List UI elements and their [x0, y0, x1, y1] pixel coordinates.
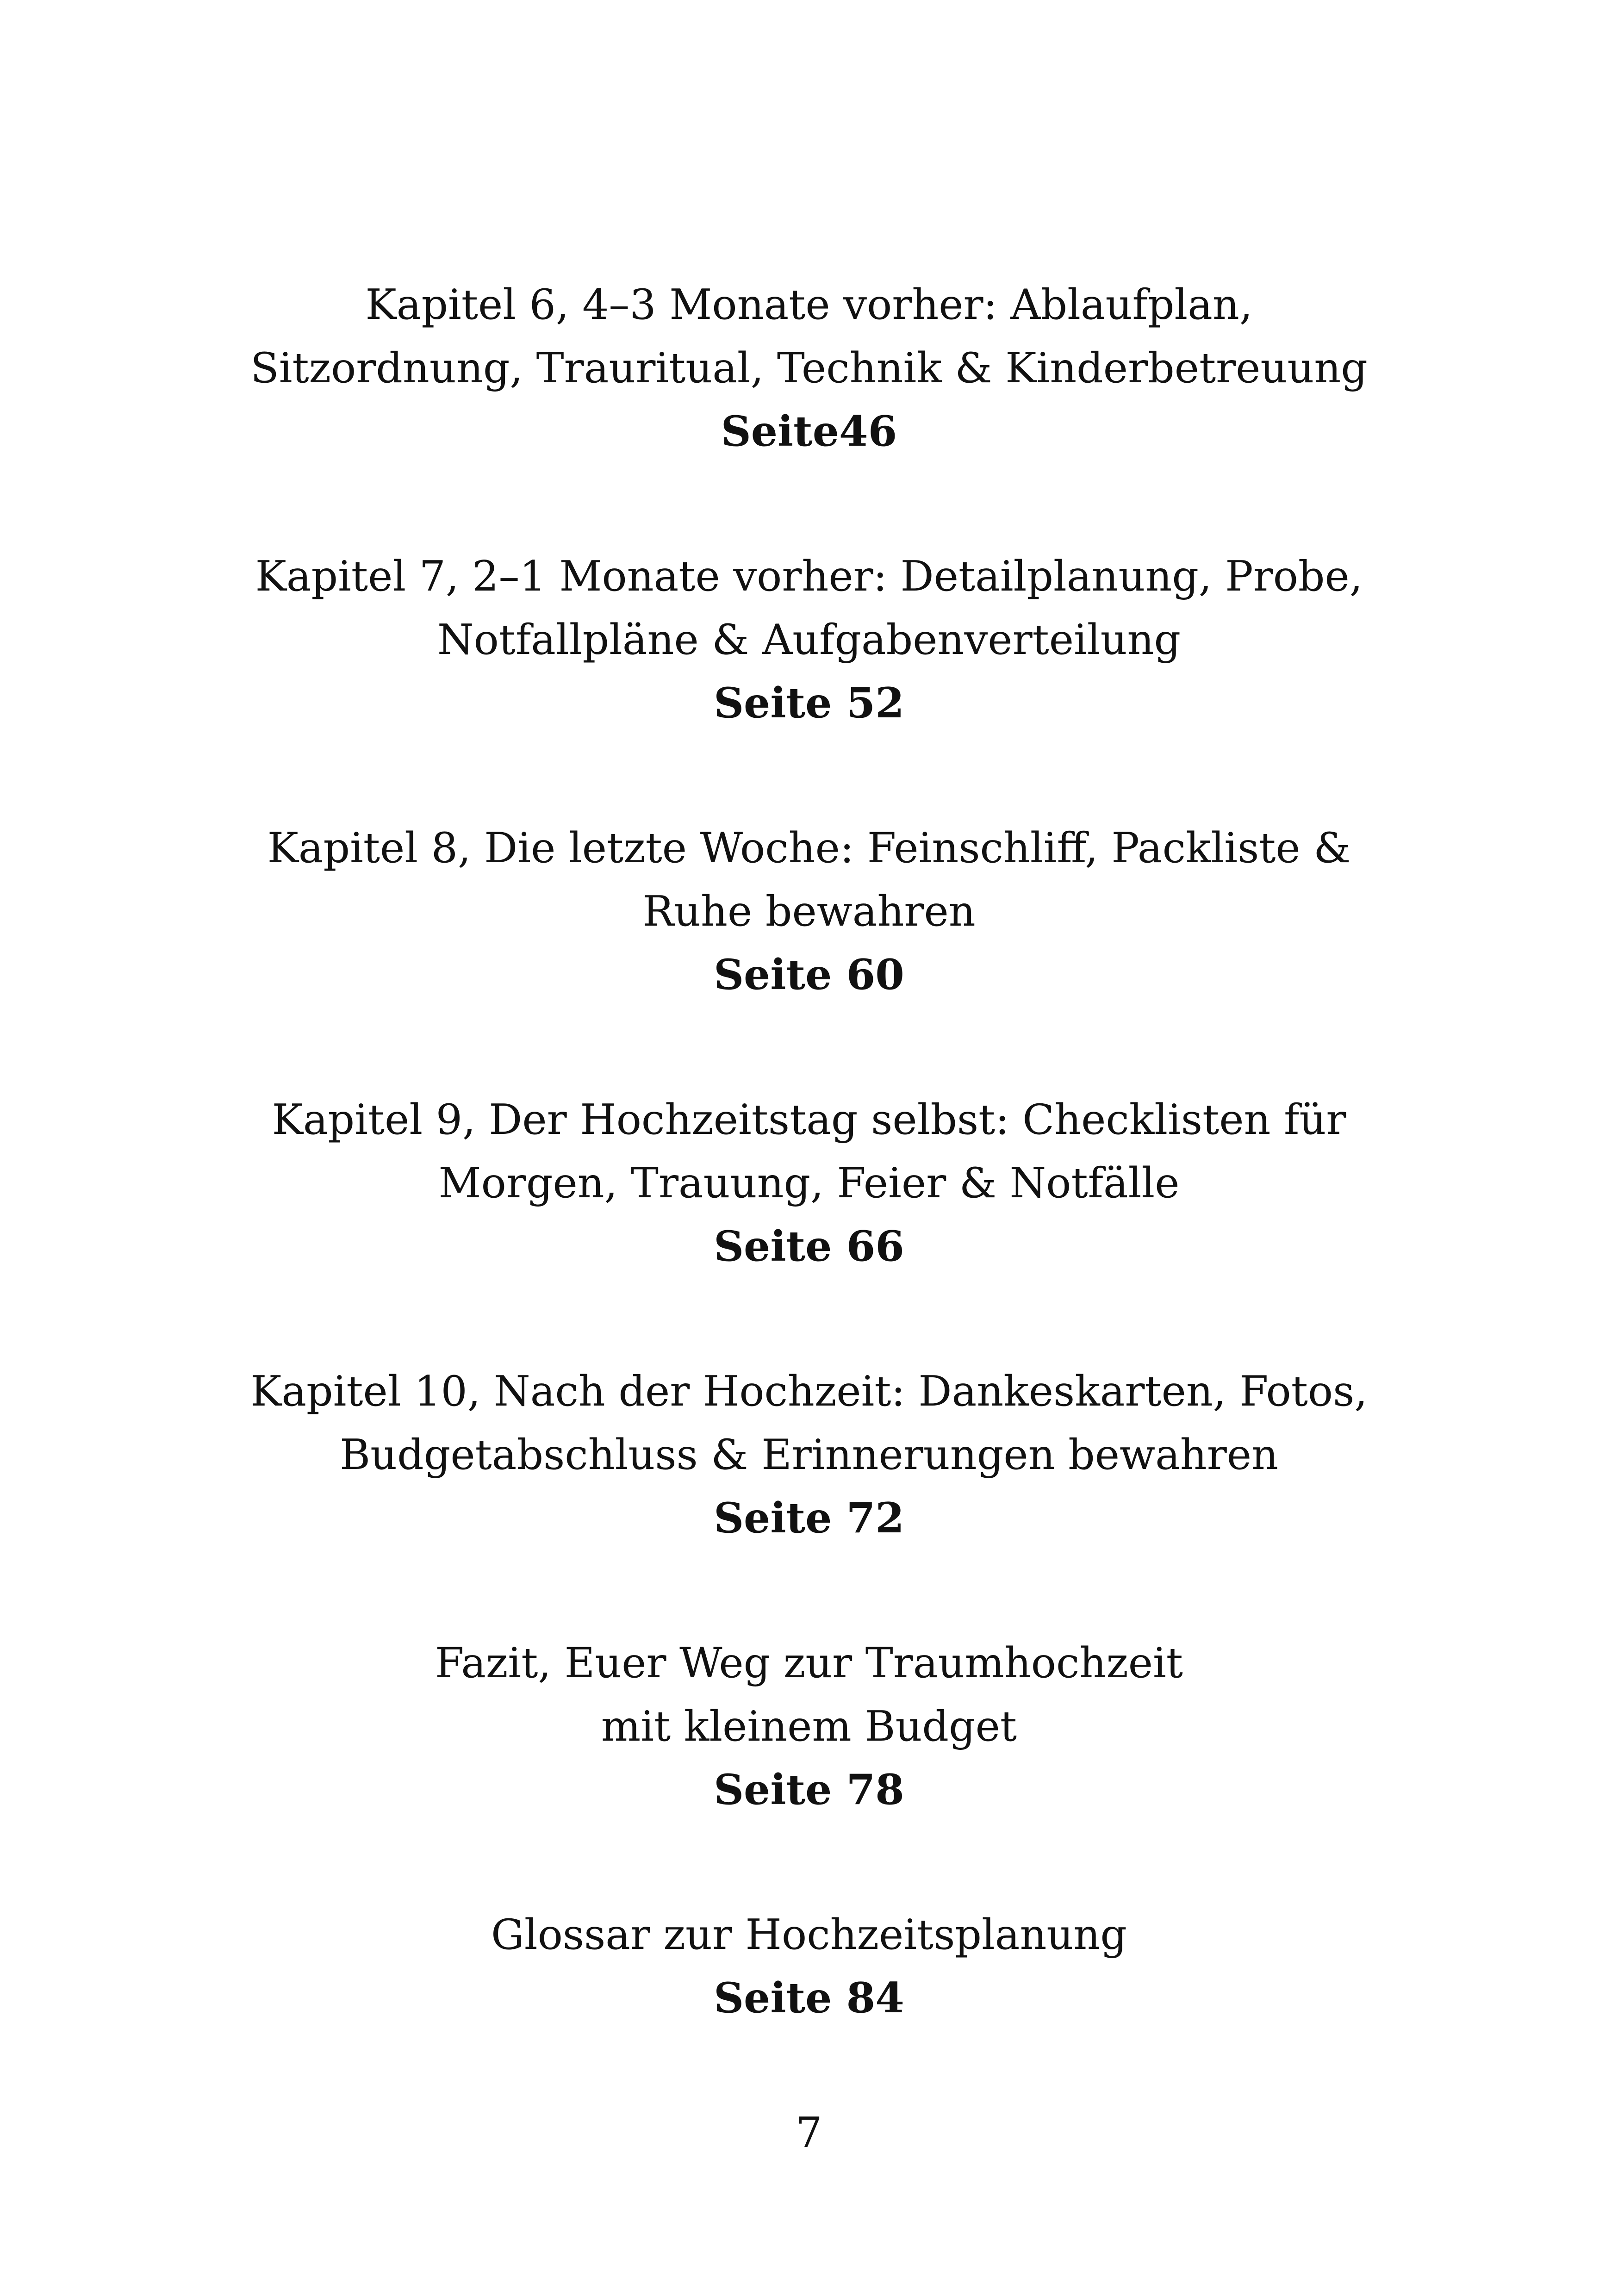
toc-entry-fazit [0, 1631, 1618, 1822]
toc-entry-title-line: Kapitel 10, Nach der Hochzeit: Dankeskarten, Fotos, [250, 1367, 1368, 1416]
page-number: 7 [796, 2109, 822, 2157]
toc-entry-title-line: Kapitel 6, 4–3 Monate vorher: Ablaufplan, [365, 280, 1253, 329]
toc-entry-title-line: mit kleinem Budget [601, 1702, 1017, 1751]
toc-entry-title-line: Notfallpläne & Aufgabenverteilung [437, 616, 1181, 664]
toc-entry-title-line: Fazit, Euer Weg zur Traumhochzeit [435, 1639, 1183, 1687]
toc-entry-chapter-10 [0, 1360, 1618, 1550]
toc-entry-title-line: Morgen, Trauung, Feier & Notfälle [438, 1159, 1180, 1207]
toc-entry-page-ref: Seite46 [721, 407, 897, 456]
toc-entry-page-ref: Seite 78 [714, 1765, 904, 1814]
toc-entry-page-ref: Seite 52 [714, 678, 904, 728]
toc-entry-chapter-8 [0, 816, 1618, 1007]
toc-entry-chapter-7 [0, 545, 1618, 735]
toc-entry-title-line: Sitzordnung, Trauritual, Technik & Kinderbetreuung [250, 344, 1368, 392]
toc-entry-page-ref: Seite 66 [714, 1222, 904, 1271]
toc-entry-page-ref: Seite 84 [714, 1973, 904, 2022]
toc-entry-title-line: Glossar zur Hochzeitsplanung [491, 1910, 1127, 1959]
toc-entry-chapter-6 [0, 273, 1618, 463]
table-of-contents [0, 273, 1618, 2111]
toc-entry-chapter-9 [0, 1088, 1618, 1278]
toc-entry-page-ref: Seite 60 [714, 950, 904, 999]
toc-entry-title-line: Kapitel 9, Der Hochzeitstag selbst: Checklisten für [272, 1095, 1346, 1144]
toc-entry-page-ref: Seite 72 [714, 1493, 904, 1543]
toc-entry-title-line: Kapitel 8, Die letzte Woche: Feinschliff, Packliste & [267, 824, 1351, 872]
toc-entry-title-line: Budgetabschluss & Erinnerungen bewahren [340, 1431, 1278, 1479]
toc-entry-glossar [0, 1903, 1618, 2030]
toc-entry-title-line: Kapitel 7, 2–1 Monate vorher: Detailplanung, Probe, [255, 552, 1363, 601]
toc-entry-title-line: Ruhe bewahren [642, 887, 976, 936]
